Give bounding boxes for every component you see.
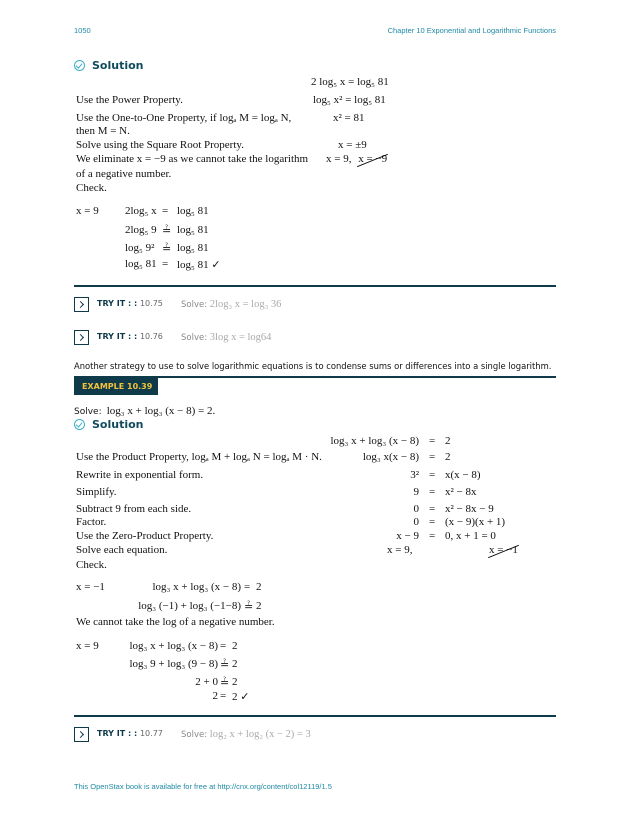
struck-answer <box>489 544 518 556</box>
check-note: We cannot take the log of a negative number. <box>76 616 275 628</box>
struck-value: x = −1 <box>489 544 518 556</box>
check-rhs: log₅ 81 ✓ <box>177 259 221 271</box>
check-op: = <box>162 205 169 217</box>
step-op: = <box>429 451 436 463</box>
struck-answer: x = −9 <box>358 153 388 165</box>
step-op: = <box>429 503 436 515</box>
check-x-label: x = 9 <box>76 640 99 652</box>
page-number: 1050 <box>74 26 91 35</box>
try-it-problem <box>181 729 311 740</box>
check-op: = <box>162 258 169 270</box>
step-left: Check. <box>76 182 107 194</box>
step-left: Simplify. <box>76 486 117 498</box>
check-op: ≟ <box>162 243 172 255</box>
step-right: x² = 81 <box>333 112 365 124</box>
check-lhs: log₃ (−1) + log₃ (−1−8) <box>138 600 241 612</box>
try-it-equation: 3log x = log64 <box>209 332 272 343</box>
try-it-text: TRY IT : : <box>97 332 138 341</box>
step-rhs: x(x − 8) <box>445 469 481 481</box>
check-rhs: 2 ✓ <box>232 691 250 703</box>
try-it-expand-button[interactable] <box>74 330 89 345</box>
step-left: of a negative number. <box>76 168 172 180</box>
check-lhs: 2log₅ x <box>125 205 157 217</box>
try-it-equation: log₂ x + log₂ (x − 2) = 3 <box>209 729 311 740</box>
try-it-problem <box>181 332 271 343</box>
step-rhs: 2 <box>445 435 451 447</box>
check-rhs: 2 <box>256 600 262 612</box>
step-lhs: log₃ x + log₃ (x − 8) <box>330 435 419 447</box>
step-lhs: 3² <box>410 469 419 481</box>
try-it-number: 10.77 <box>139 729 163 738</box>
solution-check-icon <box>74 60 85 71</box>
check-rhs: 2 <box>232 658 238 670</box>
step-left: Solve each equation. <box>76 544 168 556</box>
check-lhs: log₃ 9 + log₃ (9 − 8) <box>129 658 218 670</box>
check-rhs: log₅ 81 <box>177 224 209 236</box>
try-it-number: 10.75 <box>139 299 163 308</box>
step-lhs: x − 9 <box>396 530 419 542</box>
check-lhs: 2log₅ 9 <box>125 224 157 236</box>
try-it-expand-button[interactable] <box>74 297 89 312</box>
step-left: Solve using the Square Root Property. <box>76 139 244 151</box>
intro-paragraph: Another strategy to use to solve logarithmic equations is to condense sums or differences into a single logarithm. <box>74 361 552 371</box>
problem-label: Solve: <box>74 407 102 417</box>
step-op: = <box>429 486 436 498</box>
solution-check-icon <box>74 419 85 430</box>
try-it-prompt: Solve: <box>181 333 208 343</box>
try-it-text: TRY IT : : <box>97 729 138 738</box>
step-left: We eliminate x = −9 as we cannot take the logarithm <box>76 153 309 165</box>
step-rhs: 0, x + 1 = 0 <box>445 530 496 542</box>
section-divider <box>74 715 556 717</box>
step-left: Subtract 9 from each side. <box>76 503 192 515</box>
check-op: ≟ <box>162 225 172 237</box>
step-left: Use the One-to-One Property, if logₐ M = logₐ N, <box>76 112 292 124</box>
step-left: Use the Zero-Product Property. <box>76 530 214 542</box>
try-it-number: 10.76 <box>139 332 163 341</box>
check-op: = <box>244 581 251 593</box>
step-lhs: 0 <box>413 516 419 528</box>
check-rhs: log₅ 81 <box>177 242 209 254</box>
try-it-label <box>97 299 163 308</box>
answer-value: x = 9, <box>326 153 352 165</box>
step-left: Factor. <box>76 516 107 528</box>
step-lhs: log₃ x(x − 8) <box>362 451 419 463</box>
check-op: = <box>220 690 227 702</box>
check-lhs: log₅ 9² <box>125 242 155 254</box>
step-op: = <box>429 530 436 542</box>
check-op: = <box>220 640 227 652</box>
step-left: Use the Product Property, logₐ M + logₐ N = logₐ M · N. <box>76 451 322 463</box>
step-right: x = ±9 <box>338 139 367 151</box>
step-left: Rewrite in exponential form. <box>76 469 204 481</box>
step-left: Check. <box>76 559 107 571</box>
check-rhs: 2 <box>232 640 238 652</box>
step-lhs: 0 <box>413 503 419 515</box>
check-x-label: x = −1 <box>76 581 105 593</box>
check-lhs: log₃ x + log₃ (x − 8) <box>152 581 241 593</box>
step-right: 2 log₅ x = log₅ 81 <box>311 76 389 88</box>
try-it-prompt: Solve: <box>181 300 208 310</box>
try-it-expand-button[interactable] <box>74 727 89 742</box>
check-rhs: log₅ 81 <box>177 205 209 217</box>
step-rhs: x² − 8x <box>445 486 477 498</box>
step-lhs: 9 <box>413 486 419 498</box>
problem-equation: log₃ x + log₃ (x − 8) = 2. <box>106 405 216 417</box>
step-op: = <box>429 469 436 481</box>
step-rhs: x² − 8x − 9 <box>445 503 494 515</box>
try-it-equation: 2log₃ x = log₃ 36 <box>209 299 282 310</box>
step-left: Use the Power Property. <box>76 94 183 106</box>
check-lhs: 2 + 0 <box>195 676 218 688</box>
step-op: = <box>429 435 436 447</box>
check-op: ≟ <box>220 659 230 671</box>
step-right <box>326 153 387 165</box>
check-lhs: log₃ x + log₃ (x − 8) <box>129 640 218 652</box>
try-it-label <box>97 729 163 738</box>
check-lhs: log₅ 81 <box>125 258 157 270</box>
step-left: then M = N. <box>76 125 130 137</box>
step-op: = <box>429 516 436 528</box>
try-it-text: TRY IT : : <box>97 299 138 308</box>
example-problem <box>74 399 215 418</box>
solution-title: Solution <box>92 59 144 72</box>
section-divider <box>74 285 556 287</box>
try-it-problem <box>181 299 281 310</box>
try-it-prompt: Solve: <box>181 730 208 740</box>
check-lhs: 2 <box>212 690 218 702</box>
solution-title: Solution <box>92 418 144 431</box>
check-rhs: 2 <box>232 676 238 688</box>
try-it-label <box>97 332 163 341</box>
check-rhs: 2 <box>256 581 262 593</box>
check-op: ≟ <box>244 601 254 613</box>
footer-link[interactable]: This OpenStax book is available for free at http://cnx.org/content/col12119/1.5 <box>74 782 332 791</box>
step-rhs: 2 <box>445 451 451 463</box>
step-answer: x = 9, <box>387 544 413 556</box>
check-x-label: x = 9 <box>76 205 99 217</box>
step-rhs: (x − 9)(x + 1) <box>445 516 506 528</box>
step-right: log₅ x² = log₅ 81 <box>313 94 386 106</box>
check-op: ≟ <box>220 677 230 689</box>
example-badge: EXAMPLE 10.39 <box>74 378 158 395</box>
chapter-title: Chapter 10 Exponential and Logarithmic Functions <box>387 26 556 35</box>
